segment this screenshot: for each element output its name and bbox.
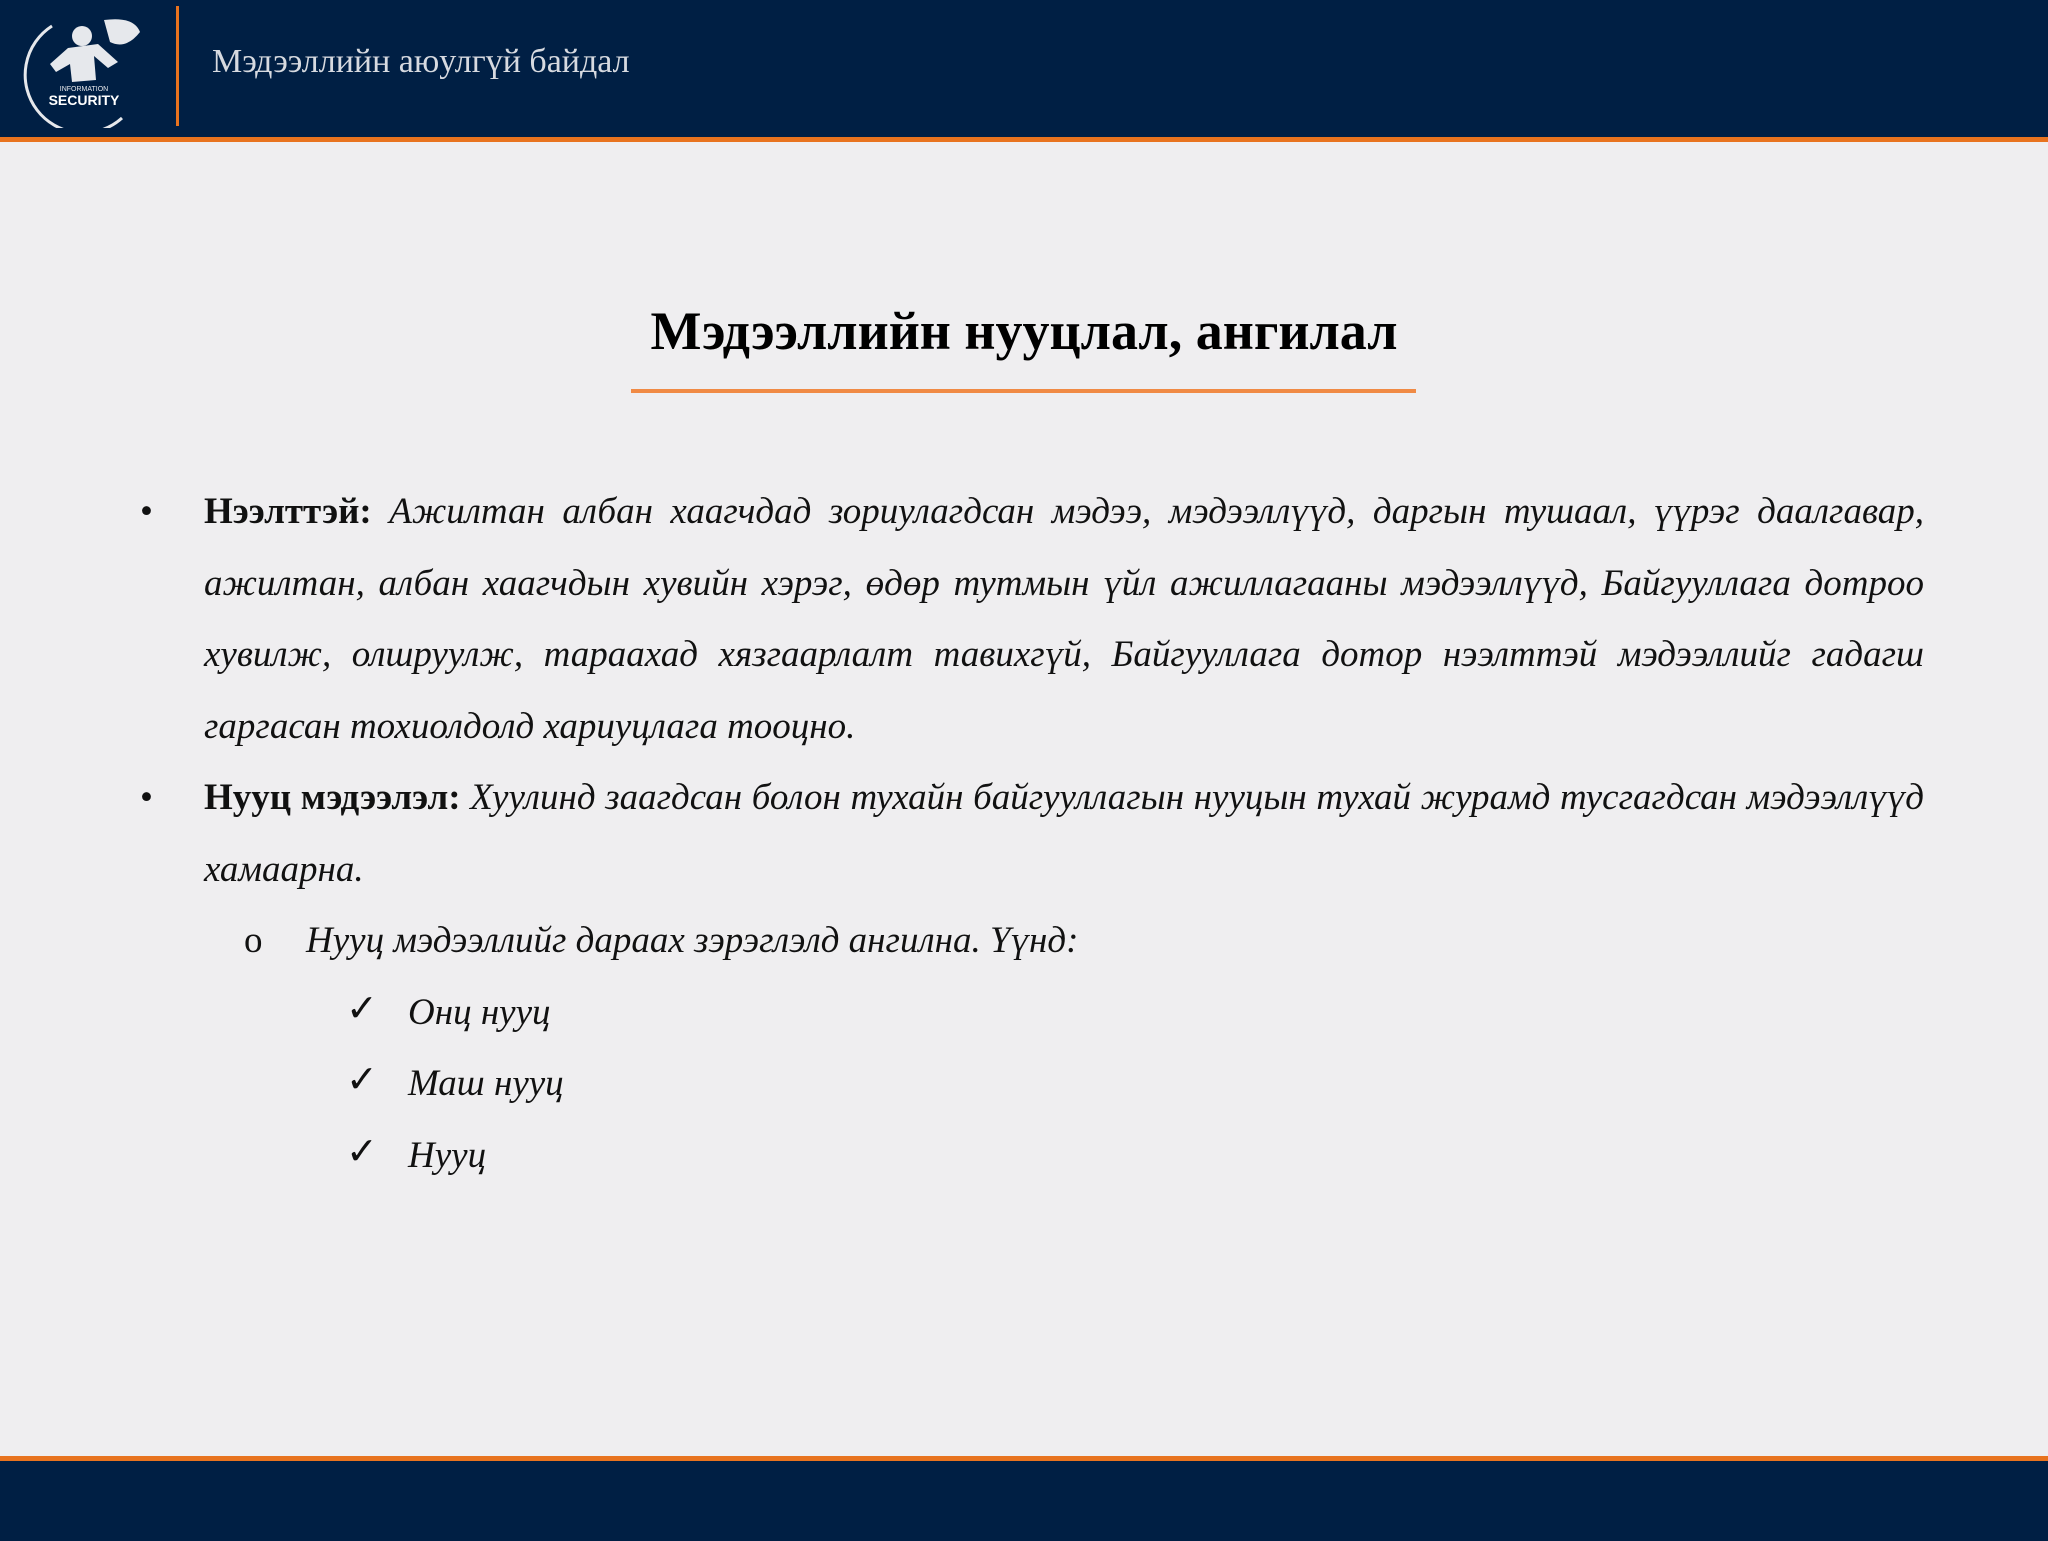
slide-content (140, 476, 1924, 1191)
svg-text:SECURITY: SECURITY (48, 92, 120, 108)
header-bar (0, 0, 2048, 142)
checkmark-icon: ✓ (346, 1130, 378, 1173)
logo-divider (176, 6, 179, 126)
bullet-icon: • (140, 777, 153, 818)
header-title: Мэдээллийн аюулгүй байдал (212, 43, 630, 80)
check-item (140, 1120, 1924, 1192)
sub-bullet-item (140, 905, 1924, 977)
footer-bar (0, 1456, 2048, 1541)
check-item (140, 977, 1924, 1049)
slide-title: Мэдээллийн нууцлал, ангилал (650, 301, 1398, 361)
title-underline (631, 389, 1416, 393)
check-item-text: Онц нууц (408, 991, 551, 1033)
bullet-text: Хуулинд заагдсан болон тухайн байгууллагын нууцын тухай журамд тусгагдсан мэдээллүүд хамаарна. (204, 777, 1924, 890)
bullet-item (140, 762, 1924, 905)
bullet-icon: • (140, 491, 153, 532)
circle-bullet-icon: o (244, 920, 263, 961)
svg-text:INFORMATION: INFORMATION (59, 86, 109, 93)
checkmark-icon: ✓ (346, 987, 378, 1030)
bullet-lead: Нууц мэдээлэл: (204, 777, 471, 818)
information-security-logo (22, 6, 152, 128)
check-item-text: Маш нууц (408, 1063, 564, 1104)
bullet-text: Ажилтан албан хаагчдад зориулагдсан мэдээ, мэдээллүүд, даргын тушаал, үүрэг даалгавар, ажилтан, албан хаагчдын хувийн хэрэг, өдөр тутмын үйл ажиллагааны мэдээллүүд, Байгууллага дотроо хувилж, олшруулж, тараахад хязгаарлалт тавихгүй, Байгууллага дотор нээлттэй мэдээллийг гадагш гаргасан тохиолдолд хариуцлага тооцно. (204, 491, 1924, 747)
bullet-lead: Нээлттэй: (204, 491, 390, 532)
check-item (140, 1048, 1924, 1120)
bullet-item (140, 476, 1924, 762)
checkmark-icon: ✓ (346, 1059, 378, 1101)
check-item-text: Нууц (408, 1134, 487, 1176)
sub-bullet-text: Нууц мэдээллийг дараах зэрэглэлд ангилна. Үүнд: (306, 920, 1079, 961)
